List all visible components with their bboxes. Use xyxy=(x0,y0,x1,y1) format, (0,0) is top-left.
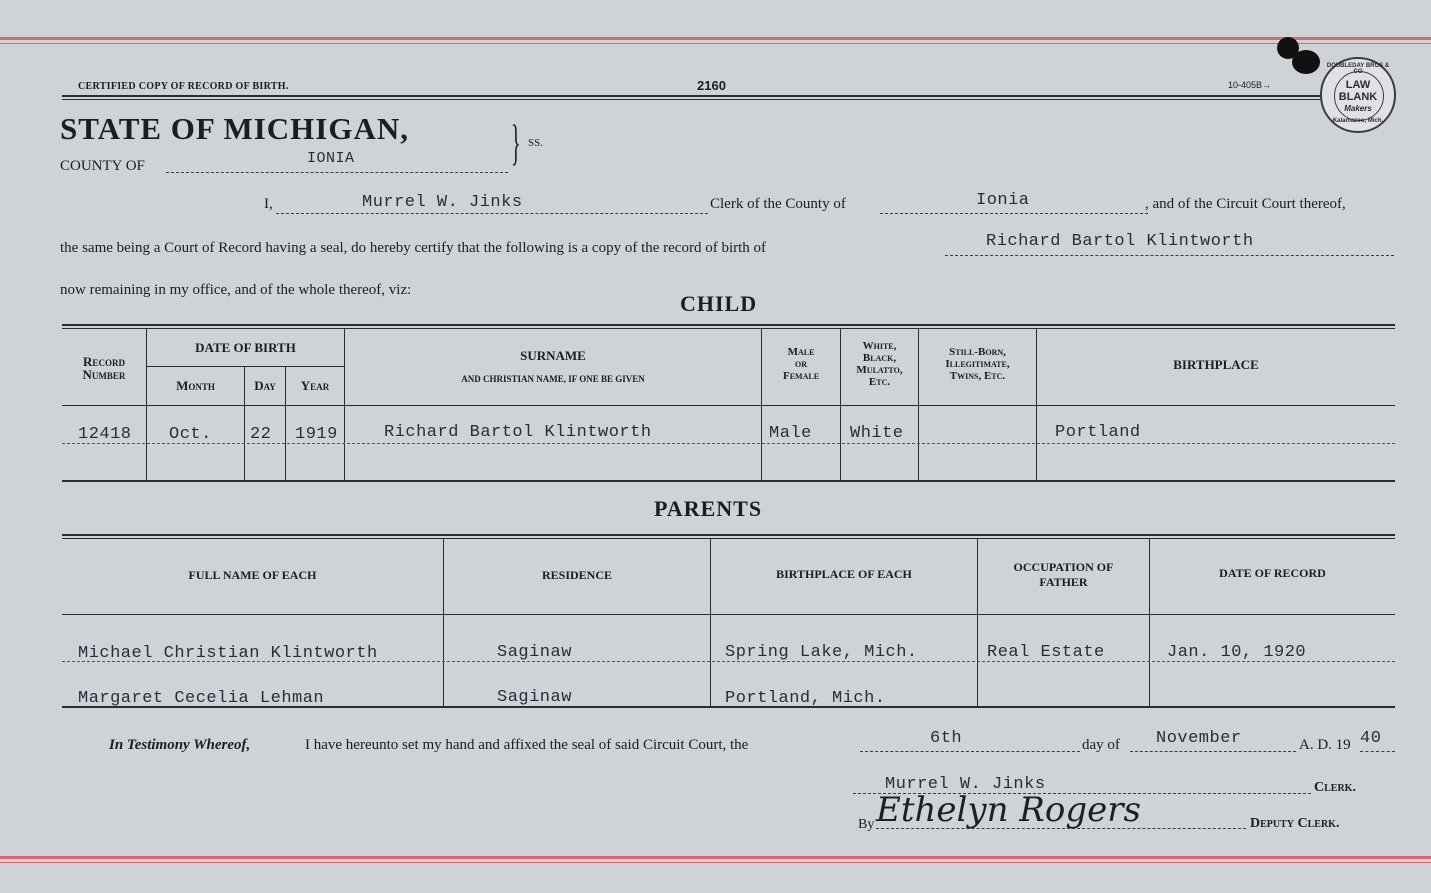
race-header: White, Black, Mulatto, Etc. xyxy=(856,340,903,388)
parents-table-top-rule xyxy=(62,534,1395,536)
record-number-value: 12418 xyxy=(78,425,132,444)
parents-table-top-rule-thin xyxy=(62,538,1395,539)
surname-header: SURNAME xyxy=(520,348,586,363)
header-rule xyxy=(62,95,1395,97)
child-table-top-rule xyxy=(62,324,1395,326)
parents-col-divider-1 xyxy=(443,539,444,706)
form-code: 10-405B→ xyxy=(1228,80,1272,90)
father-residence-value: Saginaw xyxy=(497,643,572,662)
parents-col-divider-4 xyxy=(1149,539,1150,706)
birth-day-value: 22 xyxy=(250,425,272,444)
county-field xyxy=(166,152,508,173)
date-subheader-rule xyxy=(147,366,345,367)
child-header-bottom-rule xyxy=(62,405,1395,406)
mother-name-value: Margaret Cecelia Lehman xyxy=(78,689,325,708)
clerk-name-value: Murrel W. Jinks xyxy=(362,193,523,212)
testimony-text: I have hereunto set my hand and affixed the seal of said Circuit Court, the xyxy=(305,737,749,753)
deputy-handwritten-signature: Ethelyn Rogers xyxy=(876,790,1141,830)
month-header: Month xyxy=(176,378,215,393)
testimony-month-field xyxy=(1130,729,1296,752)
father-birthplace-value: Spring Lake, Mich. xyxy=(725,643,918,662)
testimony-prefix: In Testimony Whereof, xyxy=(109,737,251,753)
county-label: COUNTY OF xyxy=(60,158,145,174)
state-title: STATE OF MICHIGAN, xyxy=(60,111,409,146)
parents-col-divider-2 xyxy=(710,539,711,706)
header-rule-thin xyxy=(62,99,1395,100)
still-born-header: Still-Born, Illegitimate, Twins, Etc. xyxy=(945,346,1010,382)
date-of-birth-header: DATE OF BIRTH xyxy=(195,340,296,355)
ad-label: A. D. 19 xyxy=(1299,737,1351,753)
subject-name-value: Richard Bartol Klintworth xyxy=(986,232,1254,251)
full-name-header: FULL NAME OF EACH xyxy=(188,568,317,582)
form-number: 2160 xyxy=(697,78,726,93)
father-name-value: Michael Christian Klintworth xyxy=(78,644,378,663)
child-col-divider-8 xyxy=(1036,329,1037,480)
child-table-bottom-rule xyxy=(62,480,1395,482)
date-of-record-value: Jan. 10, 1920 xyxy=(1167,643,1307,662)
clerk-label: Clerk. xyxy=(1314,780,1356,795)
child-name-value: Richard Bartol Klintworth xyxy=(384,423,652,442)
birth-month-value: Oct. xyxy=(169,425,212,444)
mother-birthplace-value: Portland, Mich. xyxy=(725,689,886,708)
subject-name-field xyxy=(945,232,1394,256)
sex-value: Male xyxy=(769,424,812,443)
occupation-header: OCCUPATION OF FATHER xyxy=(1013,560,1114,589)
testimony-day-field xyxy=(860,729,1080,752)
mother-residence-value: Saginaw xyxy=(497,688,572,707)
parent-birthplace-header: BIRTHPLACE OF EACH xyxy=(776,567,912,581)
court-record-text: the same being a Court of Record having a seal, do hereby certify that the following is a copy of the record of birth of xyxy=(60,240,767,256)
circuit-court-label: , and of the Circuit Court thereof, xyxy=(1145,196,1346,212)
remaining-text: now remaining in my office, and of the whole thereof, viz: xyxy=(60,282,412,298)
day-of-label: day of xyxy=(1082,737,1120,753)
surname-subheader: AND CHRISTIAN NAME, IF ONE BE GIVEN xyxy=(461,374,645,384)
parents-header-bottom-rule xyxy=(62,614,1395,615)
clerk-signature-value: Murrel W. Jinks xyxy=(885,775,1046,794)
record-number-header: Record Number xyxy=(82,354,126,382)
i-label: I, xyxy=(264,196,273,212)
testimony-day-value: 6th xyxy=(930,729,963,748)
by-label: By xyxy=(858,817,875,832)
top-red-border-thin xyxy=(0,43,1431,44)
clerk-name-field xyxy=(276,193,708,214)
date-of-record-header: DATE OF RECORD xyxy=(1219,566,1326,580)
father-occupation-value: Real Estate xyxy=(987,643,1105,662)
day-header: Day xyxy=(254,378,276,393)
birthplace-value: Portland xyxy=(1055,423,1141,442)
clerk-of-county-label: Clerk of the County of xyxy=(710,196,846,212)
form-title: CERTIFIED COPY OF RECORD OF BIRTH. xyxy=(78,81,289,92)
birth-year-value: 1919 xyxy=(295,425,338,444)
top-red-border xyxy=(0,37,1431,40)
law-blank-makers-seal: DOUBLEDAY BROS & CO LAW BLANK Makers Kalamazoo, Mich. xyxy=(1320,57,1396,133)
testimony-year-field xyxy=(1360,733,1395,752)
race-value: White xyxy=(850,424,904,443)
testimony-month-value: November xyxy=(1156,729,1242,748)
sex-header: Male or Female xyxy=(782,346,820,382)
certification-county-field xyxy=(880,193,1148,214)
child-table-top-rule-thin xyxy=(62,328,1395,329)
brace: } xyxy=(511,114,521,170)
certification-county-value: Ionia xyxy=(976,191,1030,210)
residence-header: RESIDENCE xyxy=(541,568,613,582)
parents-section-title: PARENTS xyxy=(654,496,763,521)
deputy-clerk-label: Deputy Clerk. xyxy=(1250,816,1340,831)
child-section-title: CHILD xyxy=(680,291,758,316)
county-value: IONIA xyxy=(307,150,355,167)
ink-blot-2 xyxy=(1292,50,1320,74)
birthplace-header: BIRTHPLACE xyxy=(1173,357,1259,372)
bottom-red-border-thin xyxy=(0,862,1431,863)
ss-label: SS. xyxy=(528,137,543,149)
bottom-red-border xyxy=(0,856,1431,859)
year-header: Year xyxy=(300,378,330,393)
testimony-year-value: 40 xyxy=(1360,729,1382,748)
